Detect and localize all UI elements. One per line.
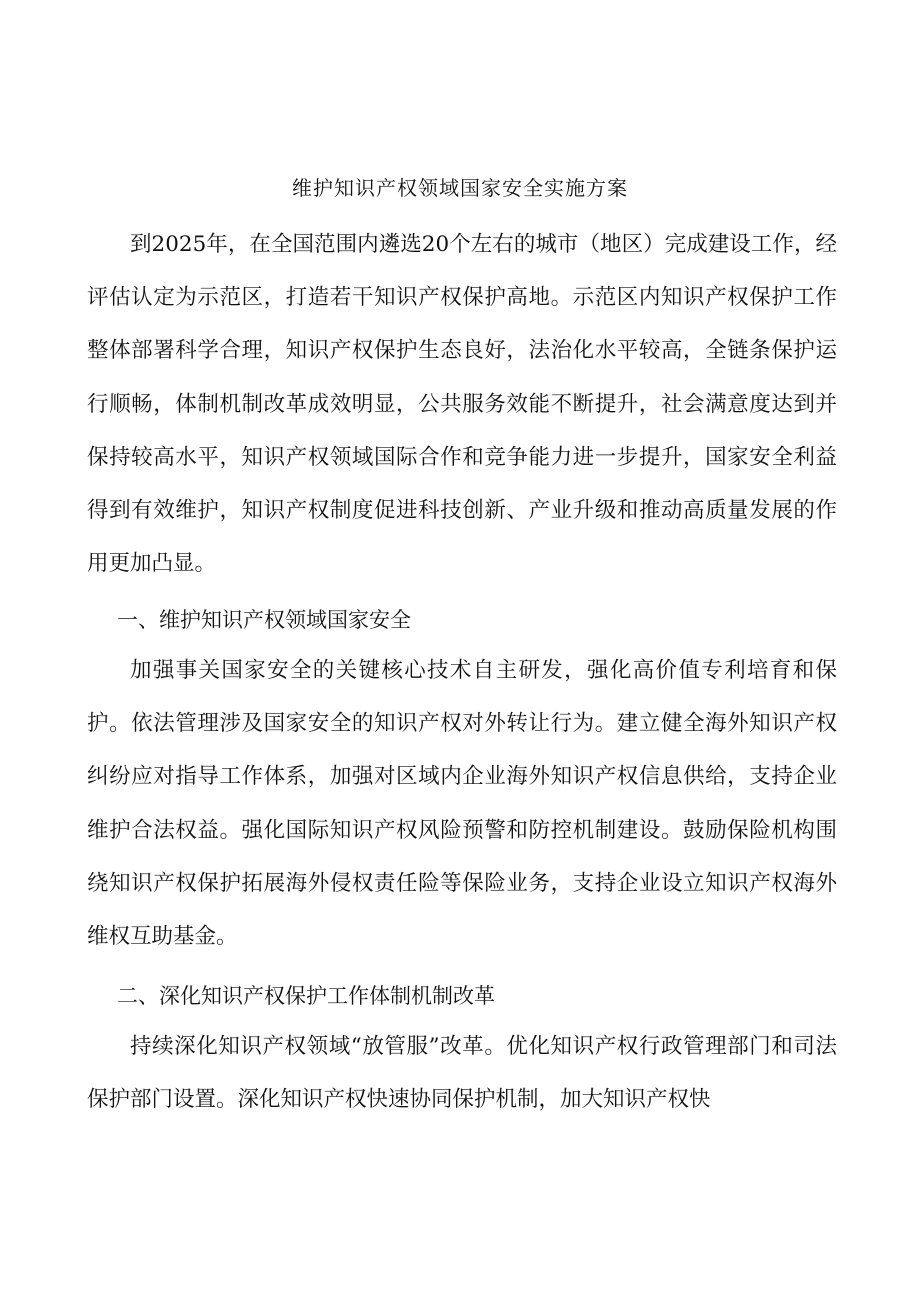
section-heading-1: 一、维护知识产权领域国家安全 bbox=[117, 608, 411, 632]
document-title: 维护知识产权领域国家安全实施方案 bbox=[292, 176, 628, 200]
section-body-2: 持续深化知识产权领域“放管服”改革。优化知识产权行政管理部门和司法保护部门设置。深化知识产权快速协同保护机制，加大知识产权快 bbox=[87, 1034, 837, 1113]
intro-paragraph: 到2025年，在全国范围内遴选20个左右的城市（地区）完成建设工作，经评估认定为示范区，打造若干知识产权保护高地。示范区内知识产权保护工作整体部署科学合理，知识产权保护生态良好，法治化水平较高，全链条保护运行顺畅，体制机制改革成效明显，公共服务效能不断提升，社会满意度达到并保持较高水平，知识产权领域国际合作和竞争能力进一步提升，国家安全利益得到有效维护，知识产权制度促进科技创新、产业升级和推动高质量发展的作用更加凸显。 bbox=[87, 232, 837, 577]
section-body-1: 加强事关国家安全的关键核心技术自主研发，强化高价值专利培育和保护。依法管理涉及国家安全的知识产权对外转让行为。建立健全海外知识产权纠纷应对指导工作体系，加强对区域内企业海外知识产权信息供给，支持企业维护合法权益。强化国际知识产权风险预警和防控机制建设。鼓励保险机构围绕知识产权保护拓展海外侵权责任险等保险业务，支持企业设立知识产权海外维权互助基金。 bbox=[87, 658, 837, 950]
section-heading-2: 二、深化知识产权保护工作体制机制改革 bbox=[117, 984, 495, 1008]
